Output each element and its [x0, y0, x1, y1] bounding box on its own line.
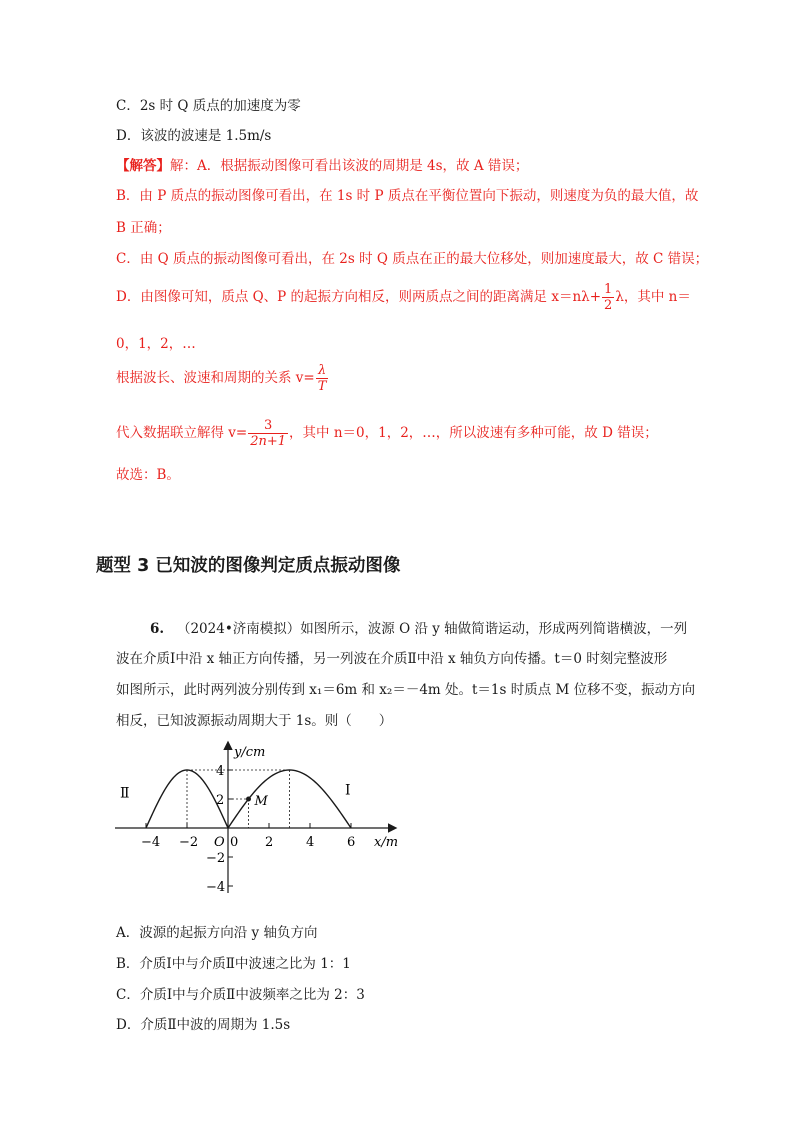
wave-chart: [110, 738, 410, 898]
point-m: [246, 797, 251, 802]
y-tick-label: 4: [216, 764, 225, 779]
prev-option-d: D．该波的波速是 1.5m/s: [116, 128, 272, 144]
answer-line-b2: B 正确；: [116, 220, 171, 236]
prev-option-c: C．2s 时 Q 质点的加速度为零: [116, 98, 301, 114]
region-label-ii: Ⅱ: [120, 785, 130, 802]
fraction-speed: $\frac{3}{2n+1}$: [250, 418, 287, 449]
option-d[interactable]: D．介质Ⅱ中波的周期为 1.5s: [116, 1017, 291, 1033]
answer-line-d2: 0，1，2，…: [116, 336, 196, 352]
answer-solve: 代入数据联立解得 v= $\frac{3}{2n+1}$ ，其中 n＝0，1，2，…，所以波速有多种可能，故 D 错误；: [116, 418, 658, 449]
x-tick-label: 0: [230, 835, 239, 850]
x-tick-label: O: [214, 835, 225, 850]
answer-line-c: C．由 Q 质点的振动图像可看出，在 2s 时 Q 质点在正的最大位移处，则加速度最大，故 C 错误；: [116, 251, 709, 267]
answer-tag: 【解答】: [116, 158, 170, 174]
question-number: 6.: [150, 621, 165, 637]
y-tick-label: −2: [206, 851, 226, 866]
x-tick-label: 6: [347, 835, 356, 850]
fraction-lambda-over-t: $\frac{\lambda}{T}$: [317, 363, 327, 394]
answer-relation: 根据波长、波速和周期的关系 v= $\frac{\lambda}{T}$: [116, 363, 327, 394]
y-tick-label: 2: [216, 793, 225, 808]
question-source: （2024•济南模拟）: [176, 621, 301, 637]
x-tick-label: 2: [265, 835, 274, 850]
y-tick-label: −4: [206, 880, 226, 895]
question-line-1: 6. （2024•济南模拟）如图所示，波源 O 沿 y 轴做简谐运动，形成两列简谐横波，一列: [150, 621, 688, 637]
x-axis-label: x/m: [374, 835, 399, 850]
x-tick-label: −4: [141, 835, 161, 850]
question-line-3: 如图所示，此时两列波分别传到 x₁＝6m 和 x₂＝－4m 处。t＝1s 时质点 M 位移不变，振动方向: [116, 682, 696, 698]
answer-line-a: 【解答】解：A．根据振动图像可看出该波的周期是 4s，故 A 错误；: [116, 158, 529, 174]
answer-line-d: D．由图像可知，质点 Q、P 的起振方向相反，则两质点之间的距离满足 x＝nλ+ $\frac{1}{2}$ λ，其中 n＝: [116, 282, 691, 313]
x-tick-label: −2: [179, 835, 199, 850]
section-heading: 题型 3 已知波的图像判定质点振动图像: [96, 556, 401, 576]
fraction-half: $\frac{1}{2}$: [604, 282, 613, 313]
point-m-label: M: [254, 794, 268, 809]
option-c[interactable]: C．介质Ⅰ中与介质Ⅱ中波频率之比为 2：3: [116, 987, 365, 1003]
answer-line-b1: B．由 P 质点的振动图像可看出，在 1s 时 P 质点在平衡位置向下振动，则速度为负的最大值，故: [116, 188, 699, 204]
option-a[interactable]: A．波源的起振方向沿 y 轴负方向: [116, 925, 318, 941]
answer-final: 故选：B。: [116, 467, 180, 483]
option-b[interactable]: B．介质Ⅰ中与介质Ⅱ中波速之比为 1：1: [116, 956, 351, 972]
x-tick-label: 4: [306, 835, 315, 850]
region-label-i: Ⅰ: [345, 782, 351, 799]
question-line-4: 相反，已知波源振动周期大于 1s。则（ ）: [116, 713, 393, 729]
y-axis-label: y/cm: [234, 745, 266, 760]
question-line-2: 波在介质Ⅰ中沿 x 轴正方向传播，另一列波在介质Ⅱ中沿 x 轴负方向传播。t＝0 时刻完整波形: [116, 651, 668, 667]
